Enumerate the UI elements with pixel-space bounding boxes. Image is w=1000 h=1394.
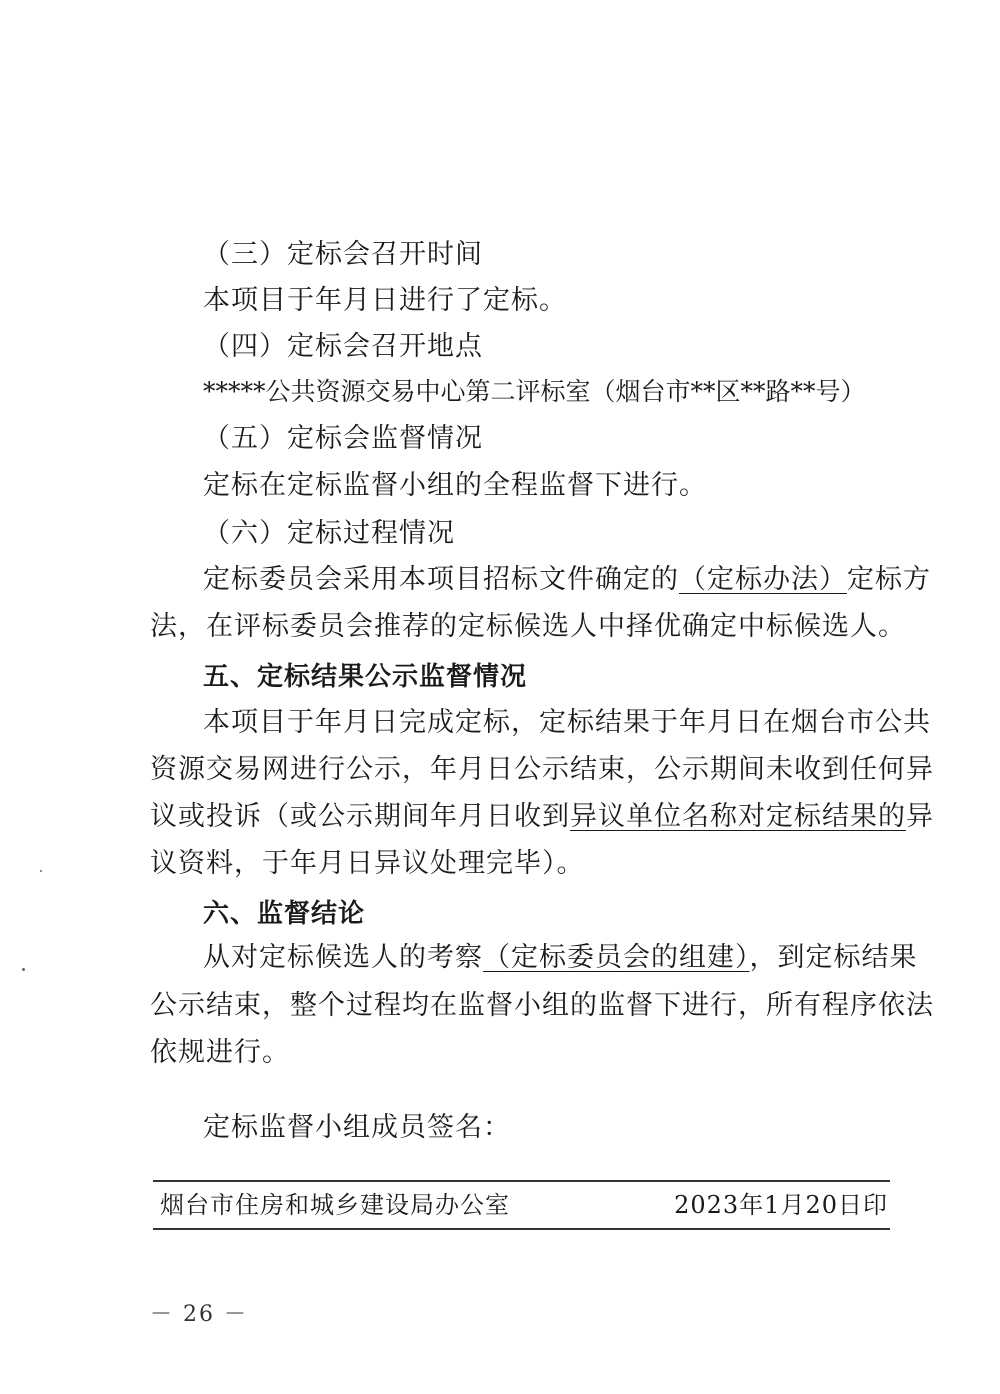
result-paragraph-line-4: 议资料，于年月日异议处理完毕）。	[150, 848, 585, 879]
text-segment: 异	[906, 801, 934, 832]
text-segment: 从对定标候选人的考察	[203, 942, 483, 973]
underlined-committee: （定标委员会的组建）	[483, 942, 750, 973]
conclusion-paragraph-line-1	[203, 940, 918, 976]
text-segment: 定标方	[847, 564, 931, 595]
underlined-method: （定标办法）	[679, 564, 847, 595]
underlined-objection-unit: 异议单位名称对定标结果的	[570, 801, 906, 832]
text-segment: ，到定标结果	[749, 942, 918, 973]
footer-date: 2023年1月20日印	[674, 1191, 888, 1219]
page-number: － 26 －	[150, 1302, 248, 1327]
result-paragraph-line-3	[150, 799, 934, 835]
signature-label: 定标监督小组成员签名：	[203, 1112, 511, 1143]
footer-top-rule	[153, 1180, 890, 1182]
text-segment: 议或投诉（或公示期间年月日收到	[150, 801, 570, 832]
section-4-title: （四）定标会召开地点	[203, 331, 483, 362]
section-3-title: （三）定标会召开时间	[203, 239, 483, 270]
text-segment: 定标委员会采用本项目招标文件确定的	[203, 564, 679, 595]
heading-five: 五、定标结果公示监督情况	[203, 662, 528, 692]
section-6-paragraph-line-1	[203, 562, 931, 598]
scan-speck	[22, 968, 25, 971]
footer-issuer: 烟台市住房和城乡建设局办公室	[160, 1191, 510, 1219]
heading-six: 六、监督结论	[203, 899, 366, 929]
footer-bottom-rule	[153, 1228, 890, 1230]
section-6-paragraph-line-2: 法，在评标委员会推荐的定标候选人中择优确定中标候选人。	[150, 611, 906, 642]
section-4-text: *****公共资源交易中心第二评标室（烟台市**区**路**号）	[203, 377, 866, 406]
conclusion-paragraph-line-2: 公示结束，整个过程均在监督小组的监督下进行，所有程序依法	[150, 990, 934, 1021]
result-paragraph-line-1: 本项目于年月日完成定标，定标结果于年月日在烟台市公共	[203, 707, 931, 738]
section-5-text: 定标在定标监督小组的全程监督下进行。	[203, 470, 707, 501]
section-6-title: （六）定标过程情况	[203, 518, 455, 549]
result-paragraph-line-2: 资源交易网进行公示，年月日公示结束，公示期间未收到任何异	[150, 754, 934, 785]
conclusion-paragraph-line-3: 依规进行。	[150, 1037, 290, 1068]
section-3-text: 本项目于年月日进行了定标。	[203, 285, 567, 316]
section-5-title: （五）定标会监督情况	[203, 423, 483, 454]
scan-speck	[40, 870, 42, 872]
